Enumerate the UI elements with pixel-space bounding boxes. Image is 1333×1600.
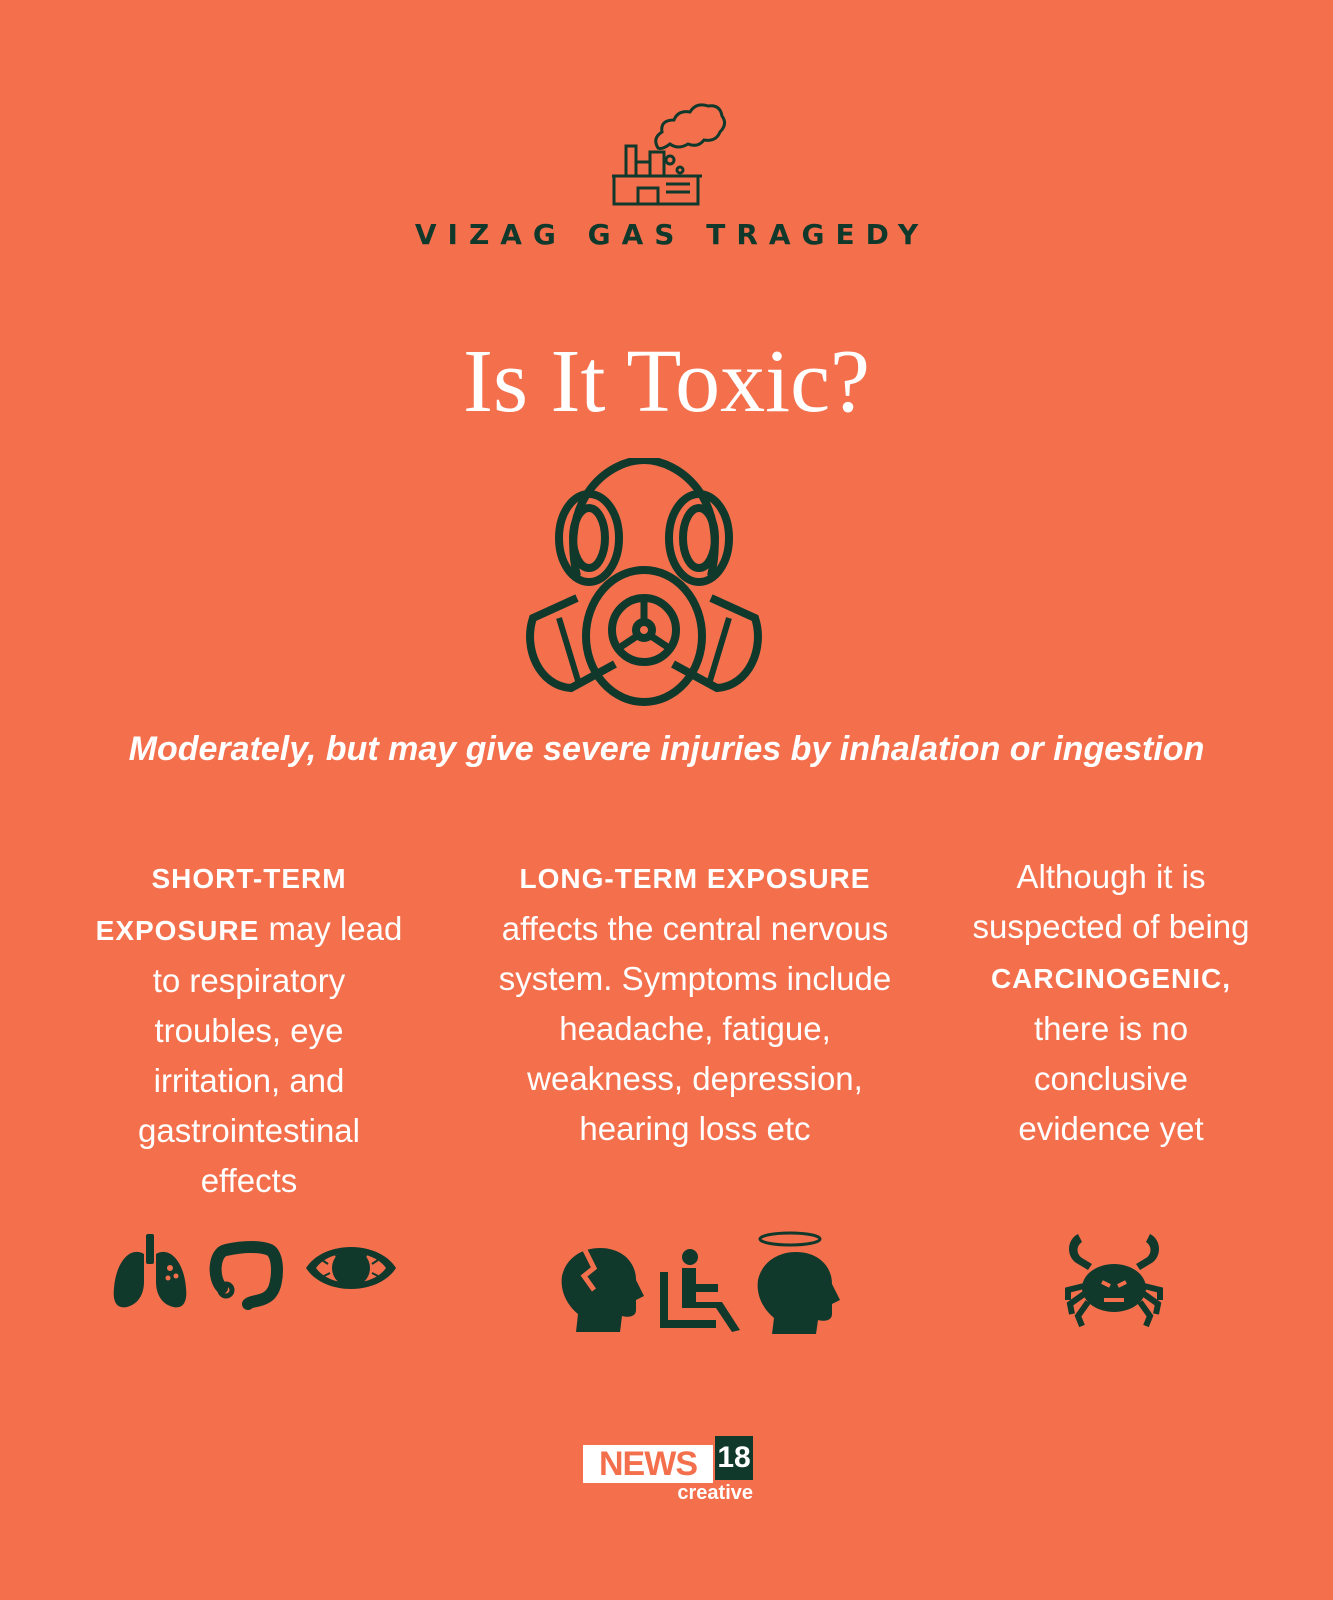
long-term-heading: LONG-TERM EXPOSURE — [519, 863, 871, 894]
short-term-column — [88, 852, 410, 1206]
tagline: Moderately, but may give severe injuries by inhalation or ingestion — [128, 730, 1205, 768]
page-title: Is It Toxic? — [463, 332, 870, 431]
factory-icon — [610, 96, 730, 208]
logo-sub: creative — [677, 1482, 753, 1504]
short-term-heading: SHORT-TERM EXPOSURE — [95, 863, 347, 946]
headache-icon — [560, 1246, 644, 1332]
eye-icon — [304, 1234, 398, 1302]
news18-creative-logo — [583, 1436, 753, 1506]
logo-number: 18 — [715, 1436, 753, 1480]
wheelchair-icon — [660, 1248, 746, 1332]
crab-icon — [1064, 1230, 1164, 1328]
short-term-text: may lead to respiratory troubles, eye irritation, and gastrointestinal effects — [138, 910, 403, 1199]
carcinogenic-heading: CARCINOGENIC, — [990, 963, 1232, 994]
lungs-icon — [110, 1232, 190, 1312]
carcinogenic-text-after: there is no conclusive evidence yet — [1018, 1010, 1204, 1147]
carcinogenic-column — [966, 852, 1256, 1154]
logo-brand: NEWS — [583, 1445, 713, 1483]
long-term-text: affects the central nervous system. Symptoms include headache, fatigue, weakness, depression, hearing loss etc — [498, 910, 892, 1147]
intestine-icon — [208, 1238, 284, 1310]
carcinogenic-text-before: Although it is suspected of being — [972, 858, 1250, 945]
long-term-column — [490, 852, 900, 1154]
gas-mask-icon — [519, 458, 769, 710]
kicker-heading: VIZAG GAS TRAGEDY — [414, 218, 930, 251]
dizzy-head-icon — [756, 1230, 842, 1334]
